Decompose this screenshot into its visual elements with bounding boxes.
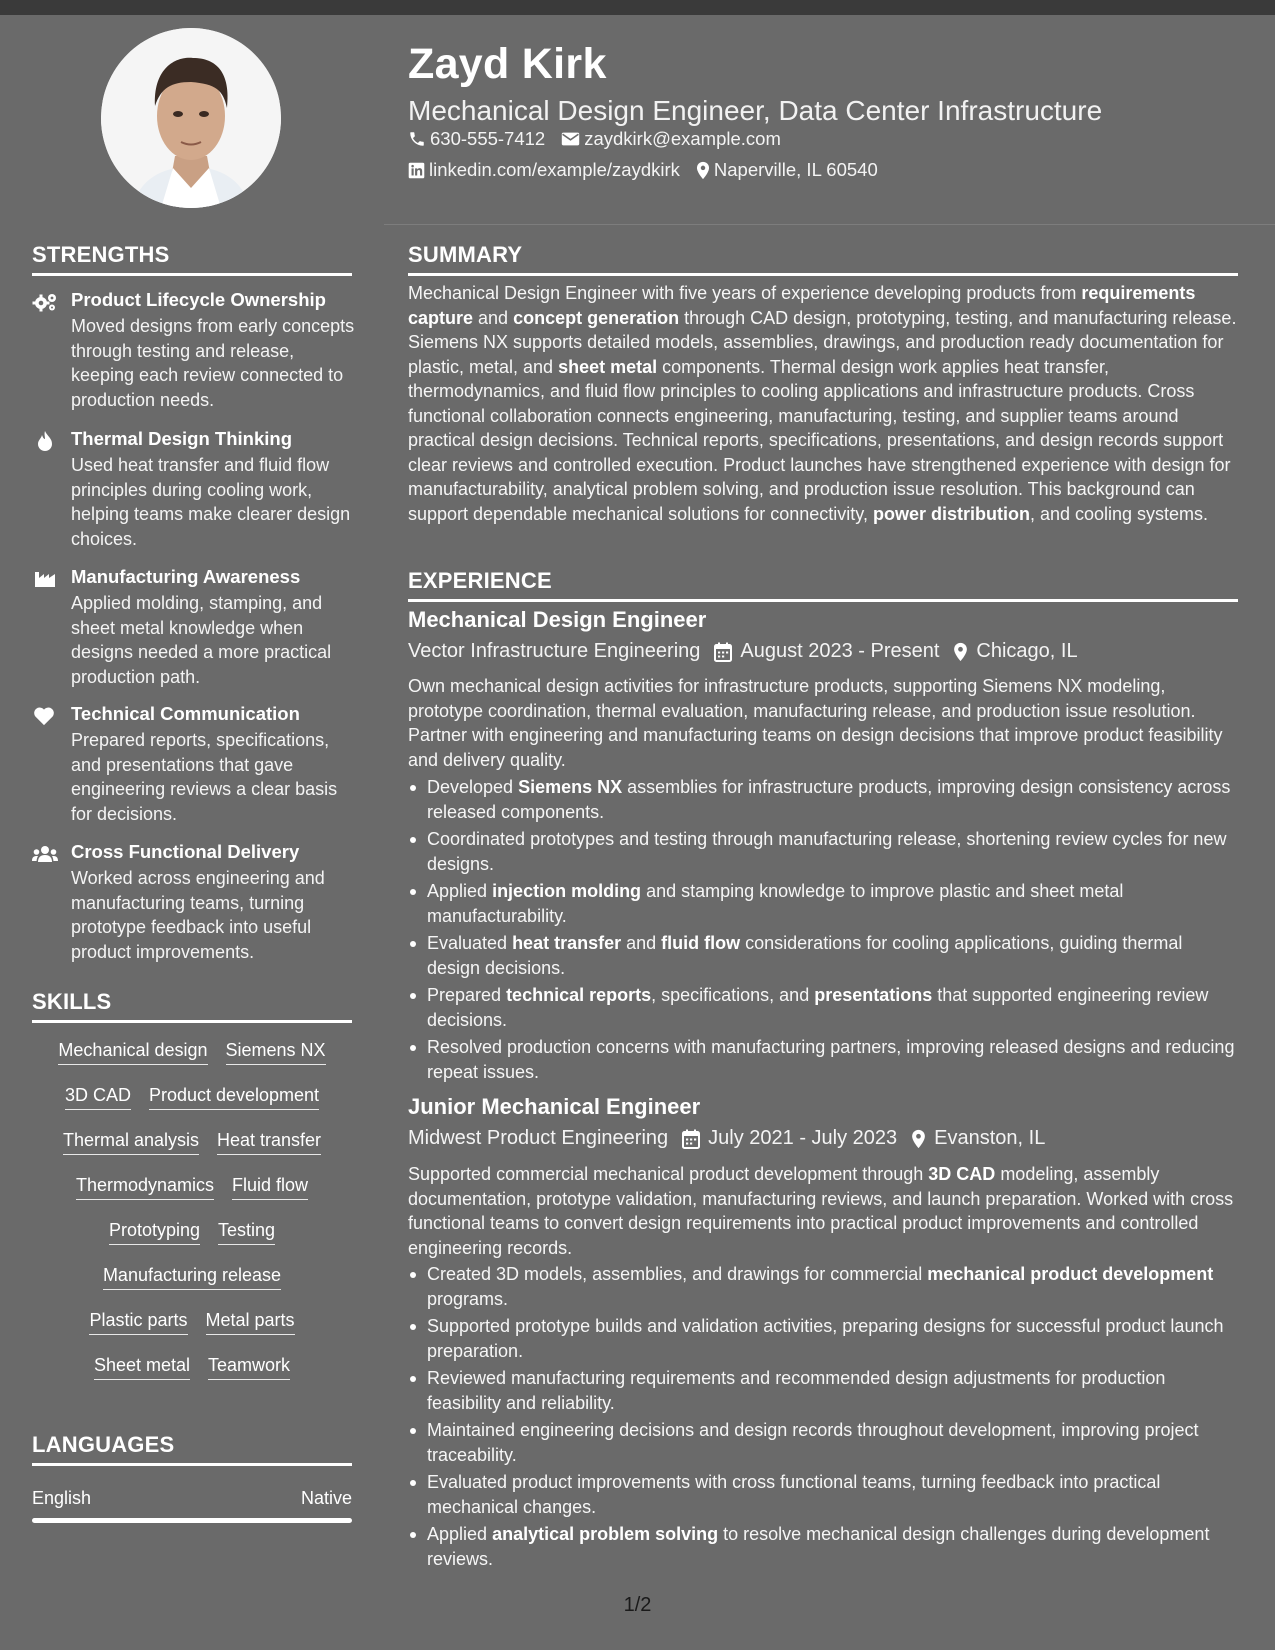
strength-title: Product Lifecycle Ownership: [71, 289, 326, 310]
strength-desc: Applied molding, stamping, and sheet metal knowledge when designs needed a more practical production path.: [71, 593, 332, 687]
phone-text: 630-555-7412: [430, 128, 546, 149]
language-proficiency-bar: [32, 1518, 352, 1523]
job-location-group: [911, 1127, 1045, 1150]
skill-tag: Testing: [218, 1220, 275, 1245]
gears-icon: [32, 291, 58, 313]
languages-rule: [32, 1463, 352, 1466]
skill-row: [32, 1355, 352, 1380]
skill-tag: Teamwork: [208, 1355, 290, 1380]
job-bullets: [408, 775, 1238, 1087]
skill-tag: Product development: [149, 1085, 319, 1110]
profile-photo: [101, 28, 281, 208]
job-bullet: Evaluated product improvements with cross functional teams, turning feedback into practical mechanical changes.: [408, 1470, 1238, 1519]
skills-title: SKILLS: [32, 989, 112, 1014]
header-divider: [384, 224, 1275, 225]
avatar: [101, 28, 281, 208]
skill-row: [32, 1085, 352, 1110]
job-bullet: Applied analytical problem solving to resolve mechanical design challenges during development reviews.: [408, 1522, 1238, 1571]
calendar-icon: [714, 642, 732, 662]
job-title: Junior Mechanical Engineer: [408, 1094, 701, 1119]
location-text: Naperville, IL 60540: [713, 159, 878, 180]
strengths-title: STRENGTHS: [32, 242, 170, 267]
skill-tag: Mechanical design: [58, 1040, 207, 1065]
strength-desc: Used heat transfer and fluid flow principles during cooling work, helping teams make clearer design choices.: [71, 455, 351, 549]
summary-rule: [408, 273, 1238, 276]
job-location-group: [953, 640, 1077, 663]
job-meta: [408, 1127, 1238, 1150]
page-number: 1/2: [623, 1594, 652, 1616]
skill-row: [32, 1310, 352, 1335]
job-bullet: Created 3D models, assemblies, and drawings for commercial mechanical product development programs.: [408, 1262, 1238, 1311]
job-meta: [408, 640, 1238, 663]
job-bullet: Developed Siemens NX assemblies for infrastructure products, improving design consistency across released components.: [408, 775, 1238, 824]
job-bullet: Maintained engineering decisions and design records throughout development, improving project traceability.: [408, 1418, 1238, 1467]
skill-row: [32, 1175, 352, 1200]
skill-row: [32, 1220, 352, 1245]
language-level: Native: [300, 1488, 352, 1508]
strength-title: Manufacturing Awareness: [71, 566, 301, 587]
job-bullet: Reviewed manufacturing requirements and recommended design adjustments for production feasibility and reliability.: [408, 1366, 1238, 1415]
candidate-name: Zayd Kirk: [408, 40, 607, 88]
job-bullet: Resolved production concerns with manufacturing partners, improving released designs and reducing repeat issues.: [408, 1035, 1238, 1084]
job-title: Mechanical Design Engineer: [408, 607, 707, 632]
skill-tag: 3D CAD: [65, 1085, 131, 1110]
job-bullet: Evaluated heat transfer and fluid flow considerations for cooling applications, guiding thermal design decisions.: [408, 931, 1238, 980]
flame-icon: [32, 430, 58, 452]
factory-icon: [32, 568, 58, 590]
strength-title: Thermal Design Thinking: [71, 428, 292, 449]
candidate-headline: Mechanical Design Engineer, Data Center Infrastructure: [408, 95, 1103, 126]
email-contact[interactable]: [561, 128, 781, 150]
summary-title: SUMMARY: [408, 242, 523, 267]
linkedin-text[interactable]: linkedin.com/example/zaydkirk: [429, 159, 680, 180]
job-bullets: [408, 1262, 1238, 1574]
email-text[interactable]: zaydkirk@example.com: [584, 128, 781, 149]
skill-row: [32, 1265, 352, 1290]
experience-rule: [408, 599, 1238, 602]
calendar-icon: [682, 1129, 700, 1149]
experience-title: EXPERIENCE: [408, 568, 552, 593]
skill-tag: Plastic parts: [89, 1310, 187, 1335]
top-bar: [0, 0, 1275, 15]
phone-contact: [408, 128, 545, 150]
strength-desc: Worked across engineering and manufacturing teams, turning prototype feedback into useful product improvements.: [71, 868, 325, 962]
strength-desc: Moved designs from early concepts through testing and release, keeping each review connected to production needs.: [71, 316, 355, 410]
skill-tag: Prototyping: [109, 1220, 200, 1245]
skills-rule: [32, 1020, 352, 1023]
skill-tag: Sheet metal: [94, 1355, 190, 1380]
location-contact: [696, 159, 878, 181]
linkedin-contact[interactable]: [408, 159, 680, 181]
job-dates: July 2021 - July 2023: [708, 1127, 898, 1149]
job-company: Midwest Product Engineering: [408, 1127, 669, 1149]
strengths-heading-block: [32, 242, 352, 276]
skills-heading-block: [32, 989, 352, 1023]
job-bullet: Applied injection molding and stamping knowledge to improve plastic and sheet metal manufacturability.: [408, 879, 1238, 928]
skill-row: [32, 1040, 352, 1065]
skill-tag: Siemens NX: [226, 1040, 326, 1065]
job-dates-group: [714, 640, 939, 663]
contact-line-1: [408, 128, 797, 150]
experience-heading-block: [408, 568, 1238, 602]
languages-heading-block: [32, 1432, 352, 1466]
skill-row: [32, 1130, 352, 1155]
job-dates: August 2023 - Present: [740, 640, 940, 662]
job-company: Vector Infrastructure Engineering: [408, 640, 701, 662]
languages-title: LANGUAGES: [32, 1432, 175, 1457]
job-bullet: Supported prototype builds and validation activities, preparing designs for successful product launch preparation.: [408, 1314, 1238, 1363]
envelope-icon: [561, 131, 580, 147]
language-row: [32, 1488, 352, 1509]
job-location: Evanston, IL: [934, 1127, 1046, 1149]
heart-icon: [32, 705, 58, 727]
contact-line-2: [408, 159, 894, 181]
skill-tag: Heat transfer: [217, 1130, 321, 1155]
language-name: English: [32, 1488, 92, 1508]
job-bullet: Coordinated prototypes and testing through manufacturing release, shortening review cycles for new designs.: [408, 827, 1238, 876]
job-bullet: Prepared technical reports, specifications, and presentations that supported engineering review decisions.: [408, 983, 1238, 1032]
strengths-rule: [32, 273, 352, 276]
job-location: Chicago, IL: [976, 640, 1078, 662]
job-description: Supported commercial mechanical product development through 3D CAD modeling, assembly documentation, prototype validation, manufacturing reviews, and launch preparation. Worked with cross functional teams to convert design requirements into practical product improvements and controlled engineering records.: [408, 1164, 1234, 1258]
strength-title: Cross Functional Delivery: [71, 841, 300, 862]
skill-tag: Thermal analysis: [63, 1130, 199, 1155]
strength-title: Technical Communication: [71, 703, 300, 724]
summary-text: Mechanical Design Engineer with five years of experience developing products from requirements capture and concept generation through CAD design, prototyping, testing, and manufacturing release. Siemens NX supports detailed models, assemblies, drawings, and production ready documentation for plastic, metal, and sheet metal components. Thermal design work applies heat transfer, thermodynamics, and fluid flow principles to cooling applications and infrastructure products. Cross functional collaboration connects engineering, manufacturing, testing, and supplier teams around practical design decisions. Technical reports, specifications, presentations, and design records support clear reviews and controlled execution. Product launches have strengthened experience with design for manufacturability, analytical problem solving, and production issue resolution. This background can support dependable mechanical solutions for connectivity, power distribution, and cooling systems.: [408, 283, 1237, 524]
map-pin-icon: [911, 1129, 926, 1149]
map-pin-icon: [953, 642, 968, 662]
strength-desc: Prepared reports, specifications, and presentations that gave engineering reviews a clear basis for decisions.: [71, 730, 338, 824]
summary-heading-block: [408, 242, 1238, 276]
skill-tag: Thermodynamics: [76, 1175, 214, 1200]
job-description: Own mechanical design activities for infrastructure products, supporting Siemens NX modeling, prototype coordination, thermal evaluation, manufacturing release, and production issue resolution. Partner with engineering and manufacturing teams on design decisions that improve product feasibility and delivery quality.: [408, 676, 1223, 770]
map-pin-icon: [696, 161, 710, 180]
skill-tag: Manufacturing release: [103, 1265, 281, 1290]
job-dates-group: [682, 1127, 897, 1150]
linkedin-icon: [408, 162, 425, 179]
users-icon: [32, 843, 58, 865]
phone-icon: [408, 130, 426, 148]
skill-tag: Metal parts: [206, 1310, 295, 1335]
skill-tag: Fluid flow: [232, 1175, 308, 1200]
